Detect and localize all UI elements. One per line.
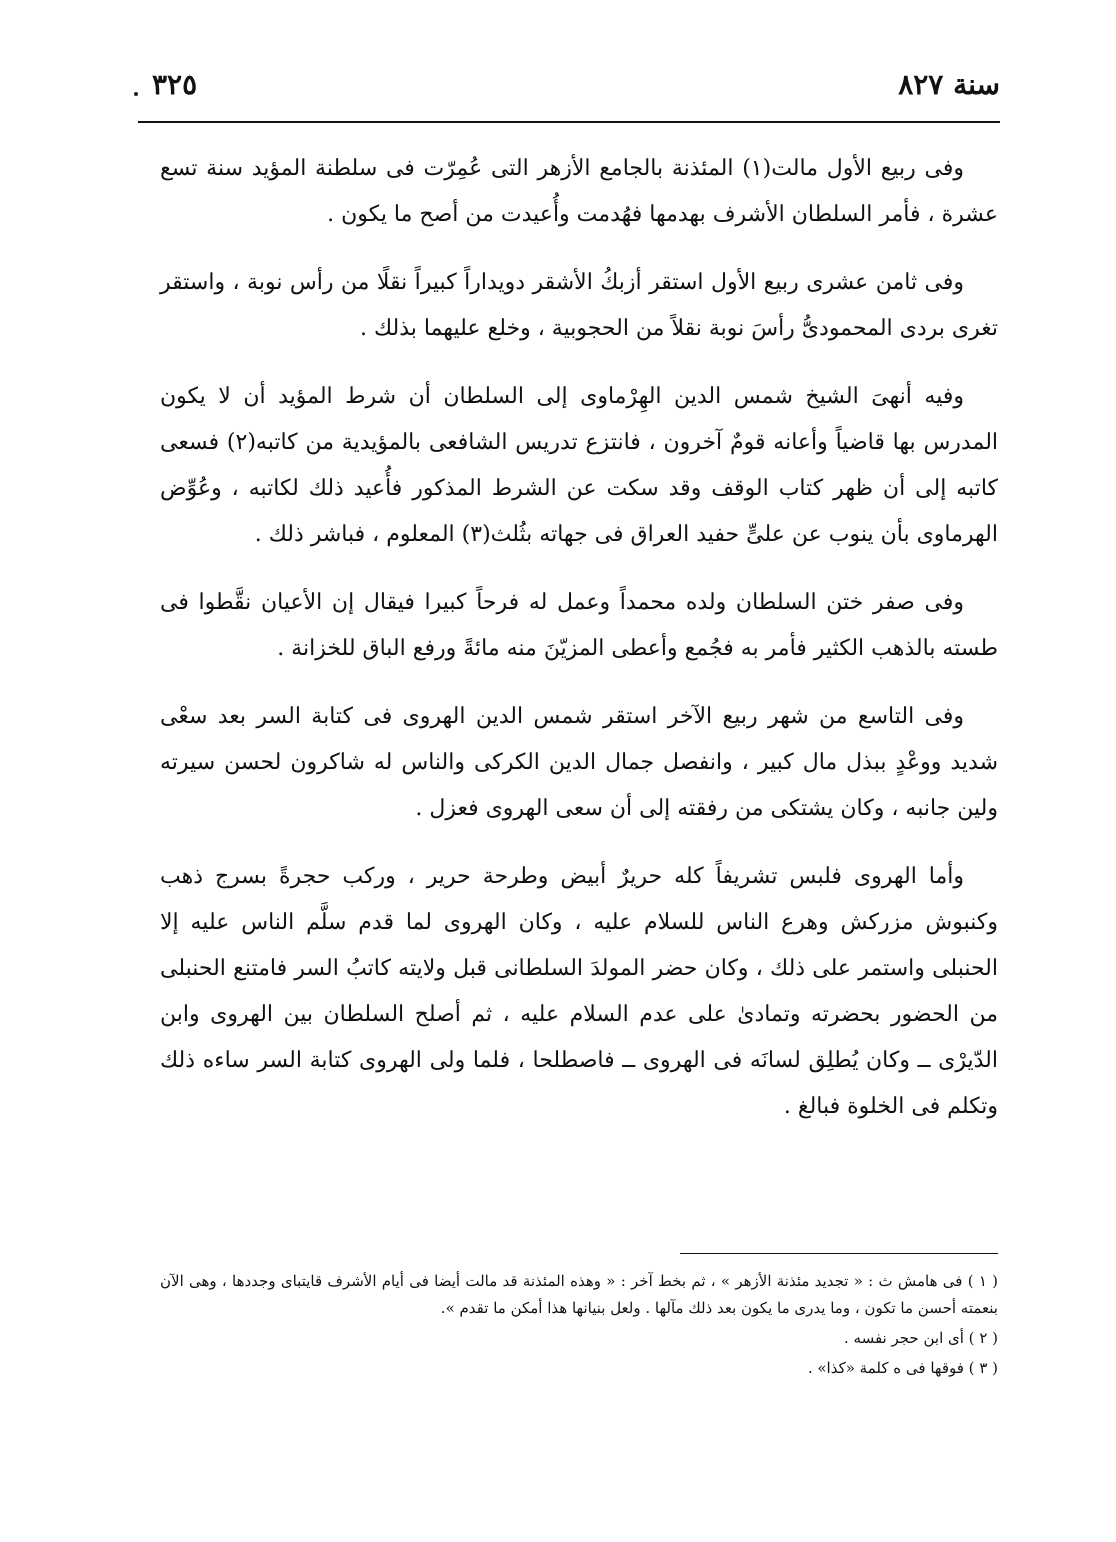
paragraph: وأما الهروى فلبس تشريفاً كله حريرٌ أبيض وطرحة حرير ، وركب حجرةً بسرج ذهب وكنبوش مزركش وهرع الناس للسلام عليه ، وكان الهروى لما قدم سلَّم الناس عليه إلا الحنبلى واستمر على ذلك ، وكان حضر المولدَ السلطانى قبل ولايته كاتبُ السر فامتنع الحنبلى من الحضور بحضرته وتمادىٰ على عدم السلام عليه ، ثم أصلح السلطان بين الهروى وابن الدّيرْى ــ وكان يُطلِق لسانَه فى الهروى ــ فاصطلحا ، فلما ولى الهروى كتابة السر ساءه ذلك وتكلم فى الخلوة فبالغ . <box>160 864 998 1119</box>
footnote: ( ٢ ) أى ابن حجر نفسه . <box>843 1329 998 1347</box>
footnotes <box>160 1268 998 1385</box>
header-year: سنة ٨٢٧ <box>898 68 1000 101</box>
paragraph: وفى ربيع الأول مالت(١) المئذنة بالجامع الأزهر التى عُمِرّت فى سلطنة المؤيد سنة تسع عشرة ، فأمر السلطان الأشرف بهدمها فهُدمت وأُعيدت من أصح ما يكون . <box>160 156 998 227</box>
paragraph: وفى التاسع من شهر ربيع الآخر استقر شمس الدين الهروى فى كتابة السر بعد سعْى شديد ووعْدٍ ببذل مال كبير ، وانفصل جمال الدين الكركى والناس له شاكرون لحسن سيرته ولين جانبه ، وكان يشتكى من رفقته إلى أن سعى الهروى فعزل . <box>160 704 998 821</box>
page-number: ٣٢٥ <box>152 68 198 101</box>
footnote-rule <box>680 1253 998 1254</box>
running-header <box>130 68 1000 112</box>
footnote: ( ٣ ) فوقها فى ه كلمة «كذا» . <box>807 1359 998 1377</box>
paragraph: وفى ثامن عشرى ربيع الأول استقر أزبكُ الأشقر دويداراً كبيراً نقلًا من رأس نوبة ، واستقر تغرى بردى المحمودىُّ رأسَ نوبة نقلاً من الحجوبية ، وخلع عليهما بذلك . <box>160 270 998 341</box>
paragraph: وفى صفر ختن السلطان ولده محمداً وعمل له فرحاً كبيرا فيقال إن الأعيان نقَّطوا فى طسته بالذهب الكثير فأمر به فجُمع وأعطى المزيّنَ منه مائةً ورفع الباق للخزانة . <box>160 590 998 661</box>
header-dot <box>134 92 138 96</box>
paragraph: وفيه أنهىَ الشيخ شمس الدين الهِرْماوى إلى السلطان أن شرط المؤيد أن لا يكون المدرس بها قاضياً وأعانه قومٌ آخرون ، فانتزع تدريس الشافعى بالمؤيدية من كاتبه(٢) فسعى كاتبه إلى أن ظهر كتاب الوقف وقد سكت عن الشرط المذكور فأُعيد ذلك لكاتبه ، وعُوِّض الهرماوى بأن ينوب عن علىٍّ حفيد العراق فى جهاته بثُلث(٣) المعلوم ، فباشر ذلك . <box>160 384 999 547</box>
body-text <box>160 146 998 1152</box>
footnote: ( ١ ) فى هامش ث : « تجديد مئذنة الأزهر » ، ثم بخط آخر : « وهذه المئذنة قد مالت أيضا فى أيام الأشرف قايتباى وجددها ، وهى الآن بنعمته أحسن ما تكون ، وما يدرى ما يكون بعد ذلك مآلها . ولعل بنيانها هذا أمكن ما تقدم ». <box>160 1272 998 1317</box>
header-rule <box>138 121 1000 123</box>
